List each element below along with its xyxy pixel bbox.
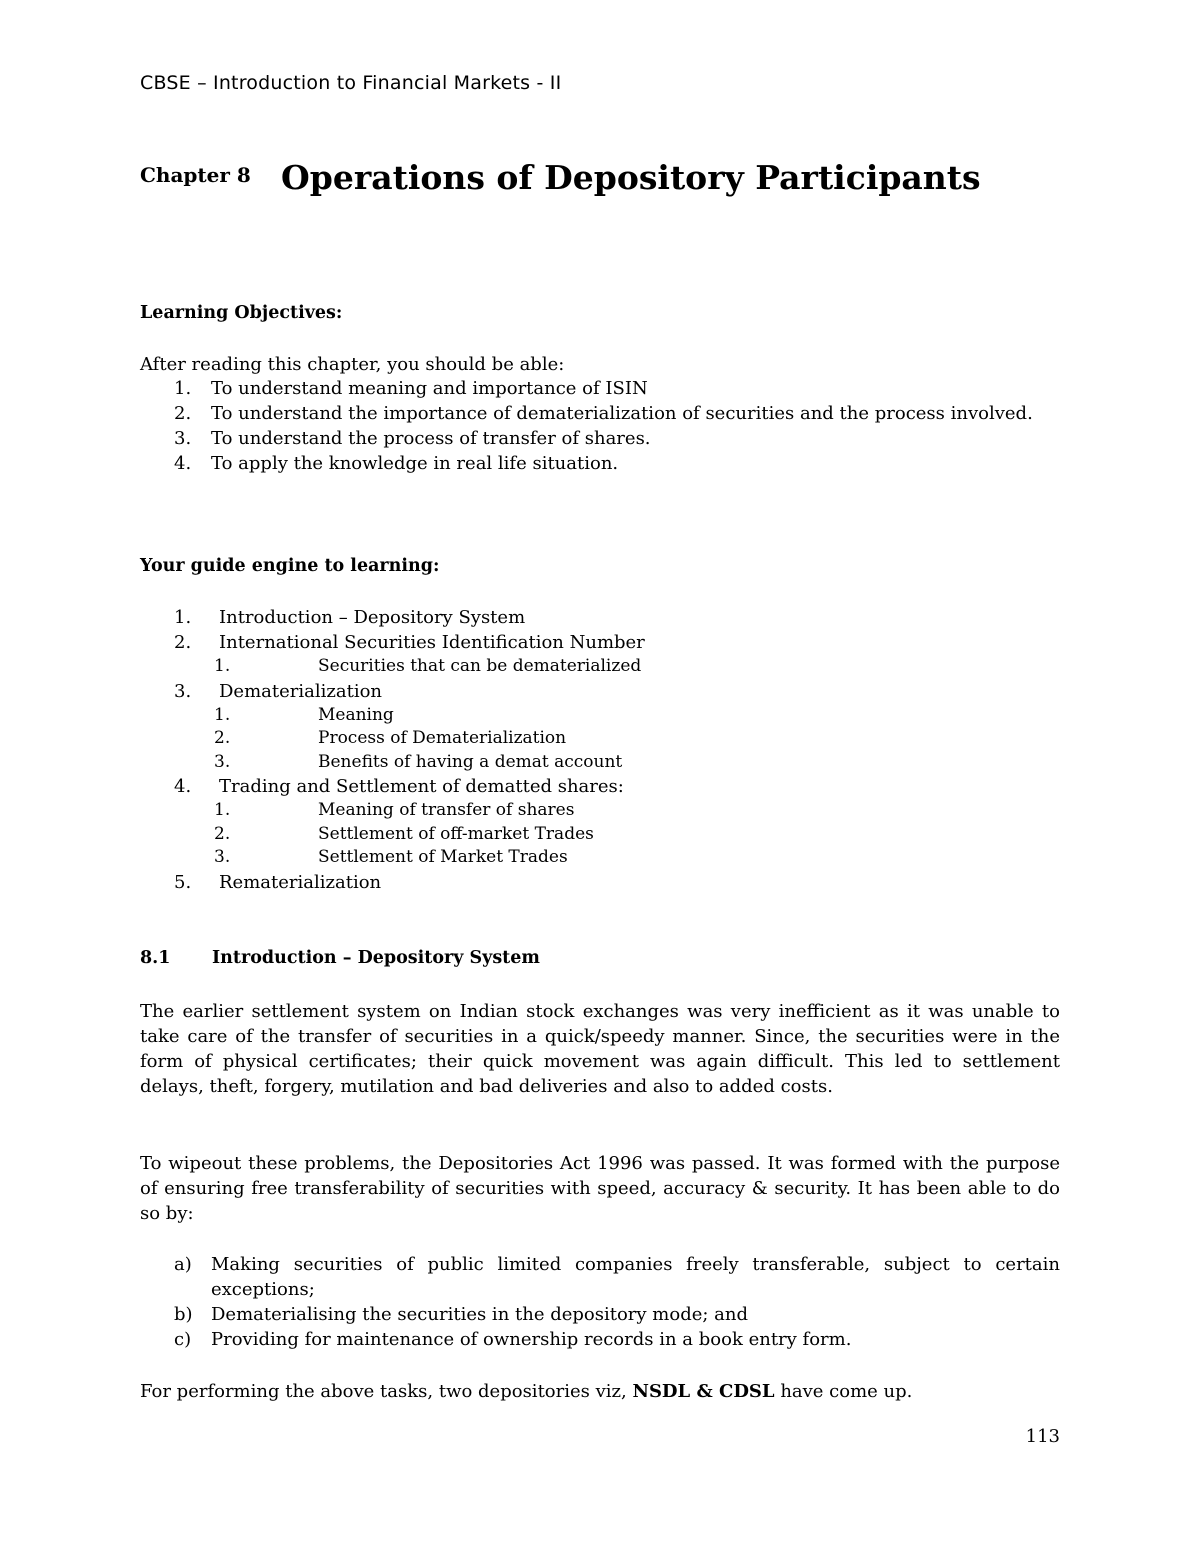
guide-item (140, 679, 1060, 775)
point-item (140, 1327, 1060, 1352)
objective-number: 3. (174, 428, 192, 449)
guide-heading: Your guide engine to learning: (140, 556, 440, 576)
guide-subtext: Meaning (318, 704, 394, 725)
chapter-label: Chapter 8 (140, 163, 251, 187)
point-text: Dematerialising the securities in the depository mode; and (211, 1304, 749, 1325)
guide-subitem (140, 751, 1060, 775)
objective-item (140, 376, 1060, 401)
guide-number: 3. (174, 680, 192, 702)
page-number: 113 (1025, 1426, 1060, 1447)
objective-text: To apply the knowledge in real life situation. (211, 453, 619, 474)
guide-subitem (140, 704, 1060, 728)
running-header: CBSE – Introduction to Financial Markets - II (140, 72, 562, 94)
points-list (140, 1252, 1060, 1352)
guide-subnumber: 2. (214, 823, 231, 844)
guide-subnumber: 1. (214, 656, 231, 676)
guide-item (140, 630, 1060, 679)
guide-item (140, 870, 1060, 895)
section-heading (140, 948, 540, 968)
guide-subtext: Benefits of having a demat account (318, 751, 623, 772)
point-letter: a) (174, 1254, 192, 1275)
objective-text: To understand meaning and importance of ISIN (211, 378, 648, 399)
chapter-title: Operations of Depository Participants (281, 158, 981, 197)
closing-paragraph (140, 1379, 1060, 1404)
guide-subtext: Process of Dematerialization (318, 728, 567, 748)
objectives-list (140, 376, 1060, 476)
objective-number: 1. (174, 378, 192, 399)
guide-subnumber: 1. (214, 800, 231, 820)
guide-subnumber: 1. (214, 704, 231, 725)
section-paragraph-2: To wipeout these problems, the Depositories Act 1996 was passed. It was formed with the purpose of ensuring free transferability of securities with speed, accuracy & security. It has been able to do so by: (140, 1153, 1060, 1224)
guide-list (140, 605, 1060, 895)
section-paragraph-1: The earlier settlement system on Indian stock exchanges was very inefficient as it was unable to take care of the transfer of securities in a quick/speedy manner. Since, the securities were in the form of physical certificates; their quick movement was again difficult. This led to settlement delays, theft, forgery, mutilation and bad deliveries and also to added costs. (140, 1001, 1060, 1097)
objective-item (140, 451, 1060, 476)
guide-item (140, 605, 1060, 630)
guide-subitem (140, 727, 1060, 751)
point-letter: b) (174, 1304, 193, 1325)
guide-number: 1. (174, 607, 192, 628)
guide-subnumber: 3. (214, 751, 231, 772)
objective-text: To understand the importance of dematerialization of securities and the process involved. (211, 403, 1033, 424)
point-letter: c) (174, 1329, 192, 1350)
objective-number: 4. (174, 453, 192, 474)
guide-text: Trading and Settlement of dematted shares: (219, 776, 624, 797)
guide-number: 5. (174, 871, 192, 893)
objectives-intro: After reading this chapter, you should be able: (140, 354, 565, 375)
objective-text: To understand the process of transfer of shares. (211, 428, 651, 449)
guide-subtext: Settlement of off-market Trades (318, 823, 594, 844)
guide-subitem (140, 846, 1060, 870)
learning-objectives-heading: Learning Objectives: (140, 303, 343, 323)
closing-text-end: have come up. (780, 1381, 913, 1402)
point-item (140, 1302, 1060, 1327)
guide-subnumber: 2. (214, 728, 231, 748)
guide-subitem (140, 799, 1060, 823)
guide-subtext: Meaning of transfer of shares (318, 800, 575, 820)
depositories-names: NSDL & CDSL (632, 1381, 775, 1402)
point-text: Making securities of public limited companies freely transferable, subject to certain exceptions; (211, 1254, 1060, 1300)
guide-text: International Securities Identification Number (219, 632, 645, 653)
guide-number: 4. (174, 776, 192, 797)
guide-text: Rematerialization (219, 871, 382, 893)
guide-sublist (214, 799, 1060, 870)
section-title: Introduction – Depository System (212, 948, 540, 968)
point-text: Providing for maintenance of ownership records in a book entry form. (211, 1329, 852, 1350)
guide-sublist (214, 704, 1060, 775)
guide-subnumber: 3. (214, 847, 231, 867)
objective-number: 2. (174, 403, 192, 424)
guide-sublist (214, 655, 1060, 679)
objective-item (140, 426, 1060, 451)
guide-subitem (140, 655, 1060, 679)
section-number: 8.1 (140, 948, 171, 968)
guide-number: 2. (174, 632, 192, 653)
closing-text-start: For performing the above tasks, two depositories viz, (140, 1381, 627, 1402)
objective-item (140, 401, 1060, 426)
guide-subtext: Settlement of Market Trades (318, 847, 568, 867)
point-item (140, 1252, 1060, 1302)
guide-subtext: Securities that can be dematerialized (318, 656, 642, 676)
guide-subitem (140, 823, 1060, 847)
guide-text: Introduction – Depository System (219, 607, 526, 628)
guide-item (140, 774, 1060, 870)
guide-text: Dematerialization (219, 680, 383, 702)
